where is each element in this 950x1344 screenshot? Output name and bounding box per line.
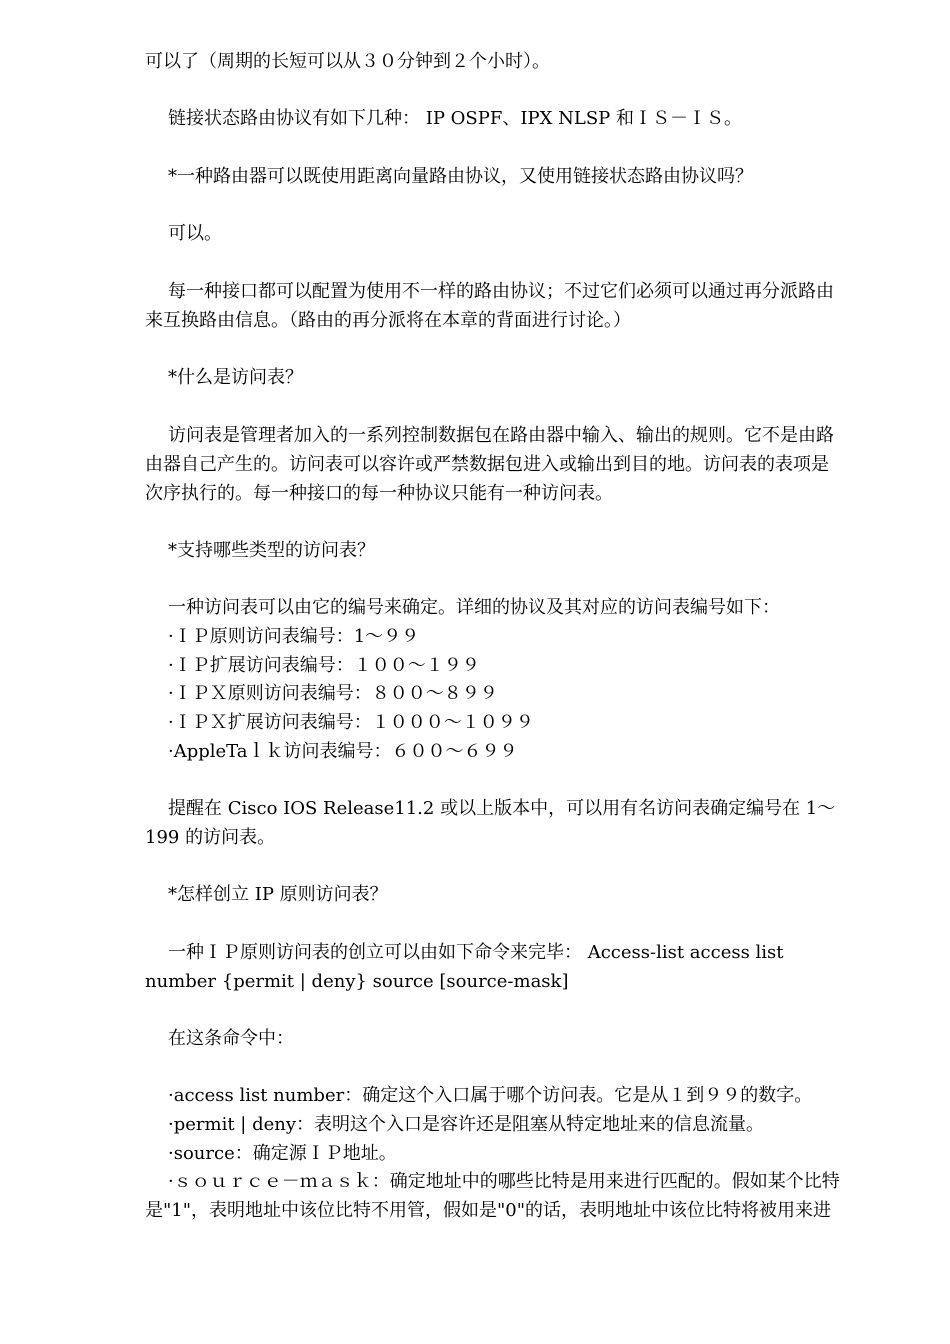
list-item: ·AppleTaｌｋ访问表编号：６００～６９９ bbox=[168, 741, 518, 762]
question-heading: *支持哪些类型的访问表？ bbox=[168, 540, 375, 561]
list-item: ·ＩＰ扩展访问表编号：１００～１９９ bbox=[168, 655, 480, 676]
text-line: 每一种接口都可以配置为使用不一样的路由协议；不过它们必须可以通过再分派路由 bbox=[168, 281, 834, 302]
list-item: ·permit | deny：表明这个入口是容许还是阻塞从特定地址来的信息流量。 bbox=[168, 1114, 765, 1135]
question-heading: *什么是访问表？ bbox=[168, 367, 303, 388]
text-line: 一种ＩＰ原则访问表的创立可以由如下命令来完毕： Access-list access list bbox=[168, 942, 784, 963]
list-item: ·source：确定源ＩＰ地址。 bbox=[168, 1143, 397, 1164]
list-item: ·access list number：确定这个入口属于哪个访问表。它是从１到９９的数字。 bbox=[168, 1085, 813, 1106]
text-line: 由器自己产生的。访问表可以容许或严禁数据包进入或输出到目的地。访问表的表项是 bbox=[145, 454, 829, 475]
list-item: ·ＩＰＸ扩展访问表编号：１０００～１０９９ bbox=[168, 712, 534, 733]
text-line: 提醒在 Cisco IOS Release11.2 或以上版本中，可以用有名访问表确定编号在 1～ bbox=[168, 798, 836, 819]
text-line: 在这条命令中： bbox=[168, 1028, 294, 1049]
text-line: 可以了（周期的长短可以从３０分钟到２个小时）。 bbox=[145, 51, 550, 72]
text-line: 来互换路由信息。（路由的再分派将在本章的背面进行讨论。） bbox=[145, 310, 631, 331]
question-heading: *怎样创立 IP 原则访问表？ bbox=[168, 884, 388, 905]
list-item: ·ｓｏｕｒｃｅ－ｍａｓｋ：确定地址中的哪些比特是用来进行匹配的。假如某个比特 bbox=[168, 1171, 840, 1192]
text-line: number {permit | deny} source [source-mask] bbox=[145, 971, 569, 992]
text-line: 次序执行的。每一种接口的每一种协议只能有一种访问表。 bbox=[145, 483, 613, 504]
text-line: 链接状态路由协议有如下几种： IP OSPF、IPX NLSP 和ＩＳ－ＩＳ。 bbox=[168, 108, 742, 129]
question-heading: *一种路由器可以既使用距离向量路由协议，又使用链接状态路由协议吗？ bbox=[168, 166, 753, 187]
text-line: 199 的访问表。 bbox=[145, 827, 276, 848]
text-line: 是"1"，表明地址中该位比特不用管，假如是"0"的话，表明地址中该位比特将被用来进 bbox=[145, 1200, 832, 1221]
text-line: 一种访问表可以由它的编号来确定。详细的协议及其对应的访问表编号如下： bbox=[168, 597, 780, 618]
list-item: ·ＩＰ原则访问表编号：1～９９ bbox=[168, 626, 420, 647]
text-line: 可以。 bbox=[168, 223, 222, 244]
list-item: ·ＩＰＸ原则访问表编号：８００～８９９ bbox=[168, 683, 498, 704]
text-line: 访问表是管理者加入的一系列控制数据包在路由器中输入、输出的规则。它不是由路 bbox=[168, 425, 834, 446]
